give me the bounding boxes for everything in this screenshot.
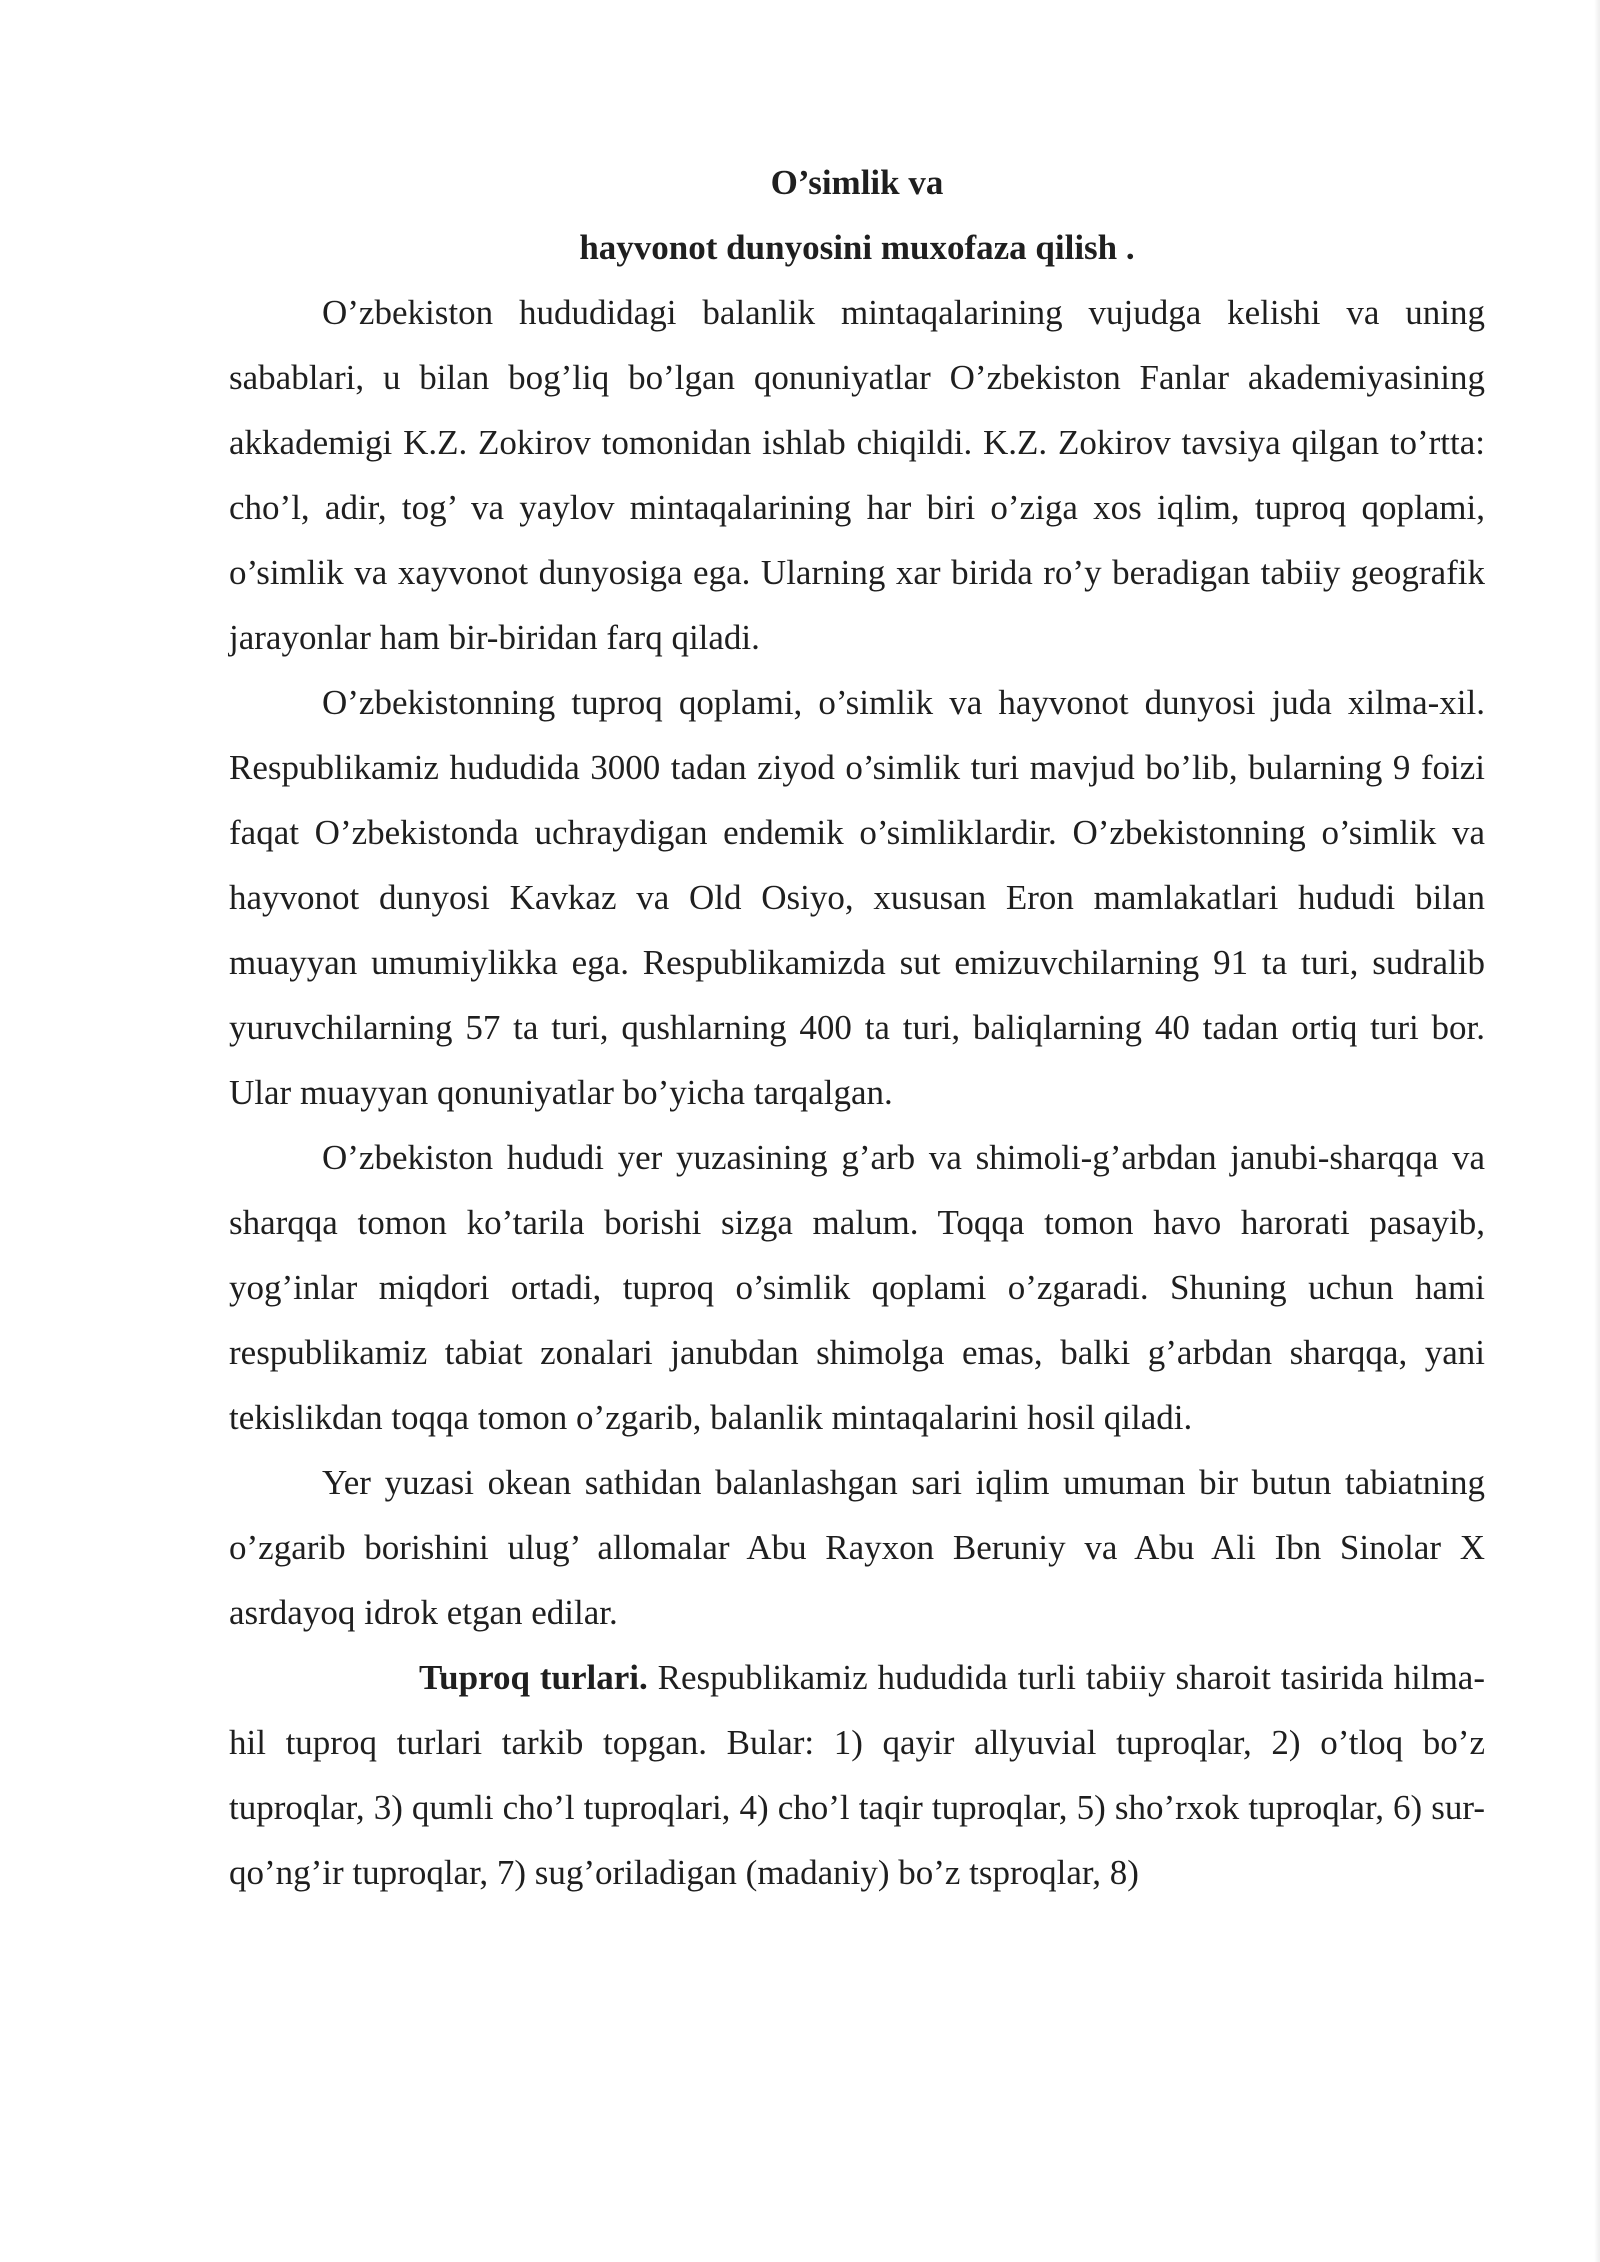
section-text: Respublikamiz hududida turli tabiiy sharoit tasirida hilma-hil tuproq turlari tarkib topgan. Bular: 1) qayir allyuvial tuproqlar, 2) o’tloq bo’z tuproqlar, 3) qumli cho’l tuproqlari, 4) cho’l taqir tuproqlar, 5) sho’rxok tuproqlar, 6) sur-qo’ng’ir tuproqlar, 7) sug’oriladigan (madaniy) bo’z tsproqlar, 8)	[229, 1658, 1485, 1892]
paragraph-4: Yer yuzasi okean sathidan balanlashgan sari iqlim umuman bir butun tabiatning o’zgarib borishini ulug’ allomalar Abu Rayxon Beruniy va Abu Ali Ibn Sinolar X asrdayoq idrok etgan edilar.	[229, 1463, 1485, 1632]
section-heading: Tuproq turlari.	[419, 1658, 648, 1697]
paragraph-1: O’zbekiston hududidagi balanlik mintaqalarining vujudga kelishi va uning sabablari, u bilan bog’liq bo’lgan qonuniyatlar O’zbekiston Fanlar akademiyasining akkademigi K.Z. Zokirov tomonidan ishlab chiqildi. K.Z. Zokirov tavsiya qilgan to’rtta: cho’l, adir, tog’ va yaylov mintaqalarining har biri o’ziga xos iqlim, tuproq qoplami, o’simlik va xayvonot dunyosiga ega. Ularning xar birida ro’y beradigan tabiiy geografik jarayonlar ham bir-biridan farq qiladi.	[229, 293, 1485, 657]
paragraph-2: O’zbekistonning tuproq qoplami, o’simlik va hayvonot dunyosi juda xilma-xil. Respublikamiz hududida 3000 tadan ziyod o’simlik turi mavjud bo’lib, bularning 9 foizi faqat O’zbekistonda uchraydigan endemik o’simliklardir. O’zbekistonning o’simlik va hayvonot dunyosi Kavkaz va Old Osiyo, xususan Eron mamlakatlari hududi bilan muayyan umumiylikka ega. Respublikamizda sut emizuvchilarning 91 ta turi, sudralib yuruvchilarning 57 ta turi, qushlarning 400 ta turi, baliqlarning 40 tadan ortiq turi bor. Ular muayyan qonuniyatlar bo’yicha tarqalgan.	[229, 683, 1485, 1112]
title-line-1: O’simlik va	[770, 163, 944, 202]
paragraph-3: O’zbekiston hududi yer yuzasining g’arb va shimoli-g’arbdan janubi-sharqqa va sharqqa tomon ko’tarila borishi sizga malum. Toqqa tomon havo harorati pasayib, yog’inlar miqdori ortadi, tuproq o’simlik qoplami o’zgaradi. Shuning uchun hami respublikamiz tabiat zonalari janubdan shimolga emas, balki g’arbdan sharqqa, yani tekislikdan toqqa tomon o’zgarib, balanlik mintaqalarini hosil qiladi.	[229, 1138, 1485, 1437]
document-body	[229, 150, 1485, 1905]
paragraph-soil-types	[229, 1645, 1485, 1905]
page-edge-shadow	[1594, 0, 1600, 2262]
title-line-2: hayvonot dunyosini muxofaza qilish .	[579, 228, 1135, 267]
page-title	[229, 150, 1485, 280]
